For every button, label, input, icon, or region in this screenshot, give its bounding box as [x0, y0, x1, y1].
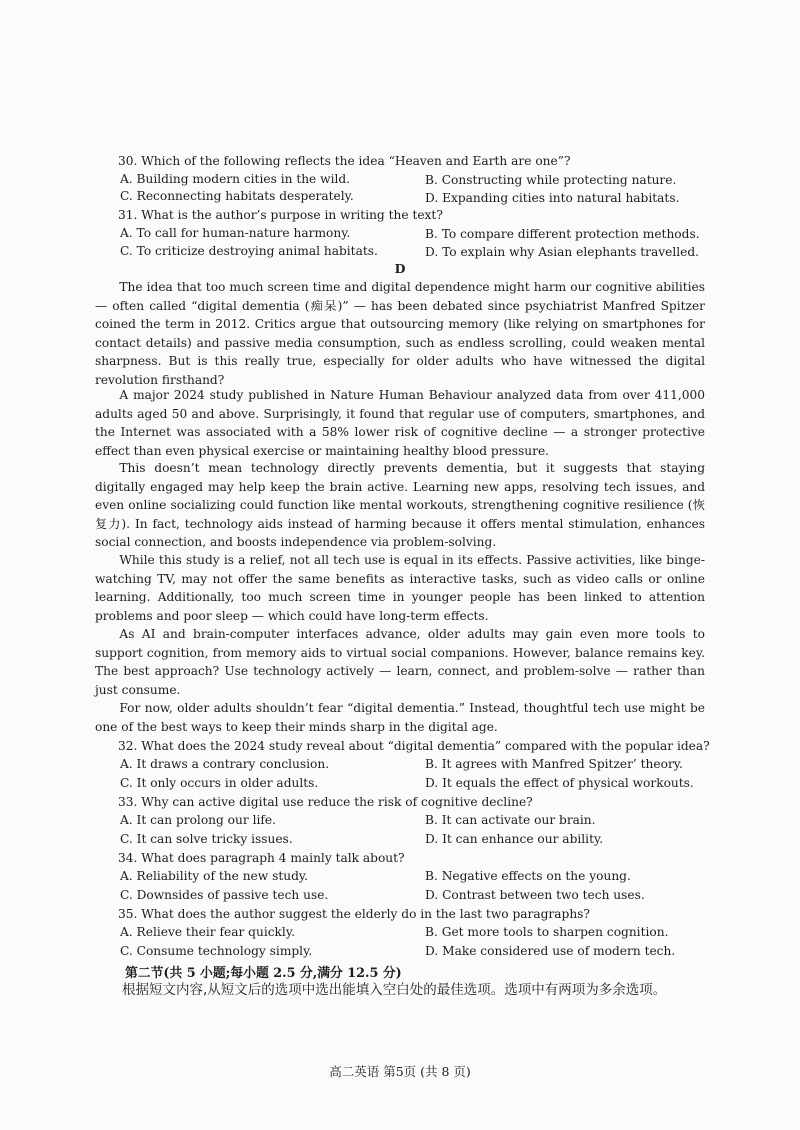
- option-c: C. Consume technology simply.: [120, 944, 313, 958]
- option-b: B. It can activate our brain.: [425, 813, 596, 827]
- question-stem: 31. What is the author’s purpose in writing the text?: [118, 208, 443, 222]
- passage-heading: D: [394, 261, 406, 276]
- question-stem: 33. Why can active digital use reduce the risk of cognitive decline?: [118, 795, 533, 809]
- option-c: C. It only occurs in older adults.: [120, 776, 319, 790]
- option-a: A. It can prolong our life.: [120, 813, 276, 827]
- passage-paragraph-2: A major 2024 study published in Nature Human Behaviour analyzed data from over 411,000 adults aged 50 and above. Surprisingly, it found that regular use of computers, smartphones, and the Internet was associated with a 58% lower risk of cognitive decline — a stronger protective effect than even physical exercise or maintaining healthy blood pressure.: [95, 388, 705, 458]
- option-b: B. Get more tools to sharpen cognition.: [425, 925, 669, 939]
- option-a: A. Reliability of the new study.: [120, 869, 309, 883]
- option-a: A. Building modern cities in the wild.: [120, 172, 351, 186]
- option-b: B. Negative effects on the young.: [425, 869, 631, 883]
- option-a: A. It draws a contrary conclusion.: [120, 757, 330, 771]
- option-d: D. Expanding cities into natural habitats.: [425, 191, 680, 205]
- question-stem: 30. Which of the following reflects the idea “Heaven and Earth are one”?: [118, 154, 571, 168]
- option-b: B. It agrees with Manfred Spitzer’ theory.: [425, 757, 683, 771]
- question-stem: 32. What does the 2024 study reveal about “digital dementia” compared with the popular idea?: [118, 739, 710, 753]
- passage-paragraph-5: As AI and brain-computer interfaces advance, older adults may gain even more tools to support cognition, from memory aids to virtual social companions. However, balance remains key. The best approach? Use technology actively — learn, connect, and problem-solve — rather than just consume.: [95, 627, 705, 697]
- option-b: B. Constructing while protecting nature.: [425, 173, 677, 187]
- section-instruction: 根据短文内容,从短文后的选项中选出能填入空白处的最佳选项。选项中有两项为多余选项。: [122, 982, 667, 998]
- question-stem: 34. What does paragraph 4 mainly talk about?: [118, 851, 405, 865]
- option-d: D. Make considered use of modern tech.: [425, 944, 676, 958]
- passage-paragraph-3: This doesn’t mean technology directly prevents dementia, but it suggests that staying digitally engaged may help keep the brain active. Learning new apps, resolving tech issues, and even online socializing could function like mental workouts, strengthening cognitive resilience (恢复力). In fact, technology aids instead of harming because it offers mental stimulation, enhances social connection, and boosts independence via problem-solving.: [95, 461, 705, 550]
- option-c: C. It can solve tricky issues.: [120, 832, 293, 846]
- section-title: 第二节(共 5 小题;每小题 2.5 分,满分 12.5 分): [125, 966, 402, 981]
- page-footer: 高二英语 第5页 (共 8 页): [329, 1064, 471, 1079]
- question-stem: 35. What does the author suggest the elderly do in the last two paragraphs?: [118, 907, 590, 921]
- passage-paragraph-6: For now, older adults shouldn’t fear “digital dementia.” Instead, thoughtful tech use might be one of the best ways to keep their minds sharp in the digital age.: [95, 701, 705, 734]
- option-a: A. Relieve their fear quickly.: [120, 925, 295, 939]
- passage-paragraph-4: While this study is a relief, not all tech use is equal in its effects. Passive activities, like binge-watching TV, may not offer the same benefits as interactive tasks, such as video calls or online learning. Additionally, too much screen time in younger people has been linked to attention problems and poor sleep — which could have long-term effects.: [95, 553, 705, 623]
- option-c: C. Reconnecting habitats desperately.: [120, 189, 354, 203]
- option-a: A. To call for human-nature harmony.: [120, 226, 351, 240]
- option-c: C. Downsides of passive tech use.: [120, 888, 329, 902]
- option-c: C. To criticize destroying animal habitats.: [120, 244, 378, 258]
- option-d: D. Contrast between two tech uses.: [425, 888, 645, 902]
- option-d: D. It equals the effect of physical workouts.: [425, 776, 694, 790]
- option-d: D. To explain why Asian elephants travelled.: [425, 245, 700, 259]
- option-d: D. It can enhance our ability.: [425, 832, 604, 846]
- passage-paragraph-1: The idea that too much screen time and digital dependence might harm our cognitive abilities — often called “digital dementia (痴呆)” — has been debated since psychiatrist Manfred Spitzer coined the term in 2012. Critics argue that outsourcing memory (like relying on smartphones for contact details) and passive media consumption, such as endless scrolling, could weaken mental sharpness. But is this really true, especially for older adults who have witnessed the digital revolution firsthand?: [95, 280, 705, 387]
- option-b: B. To compare different protection methods.: [425, 227, 700, 241]
